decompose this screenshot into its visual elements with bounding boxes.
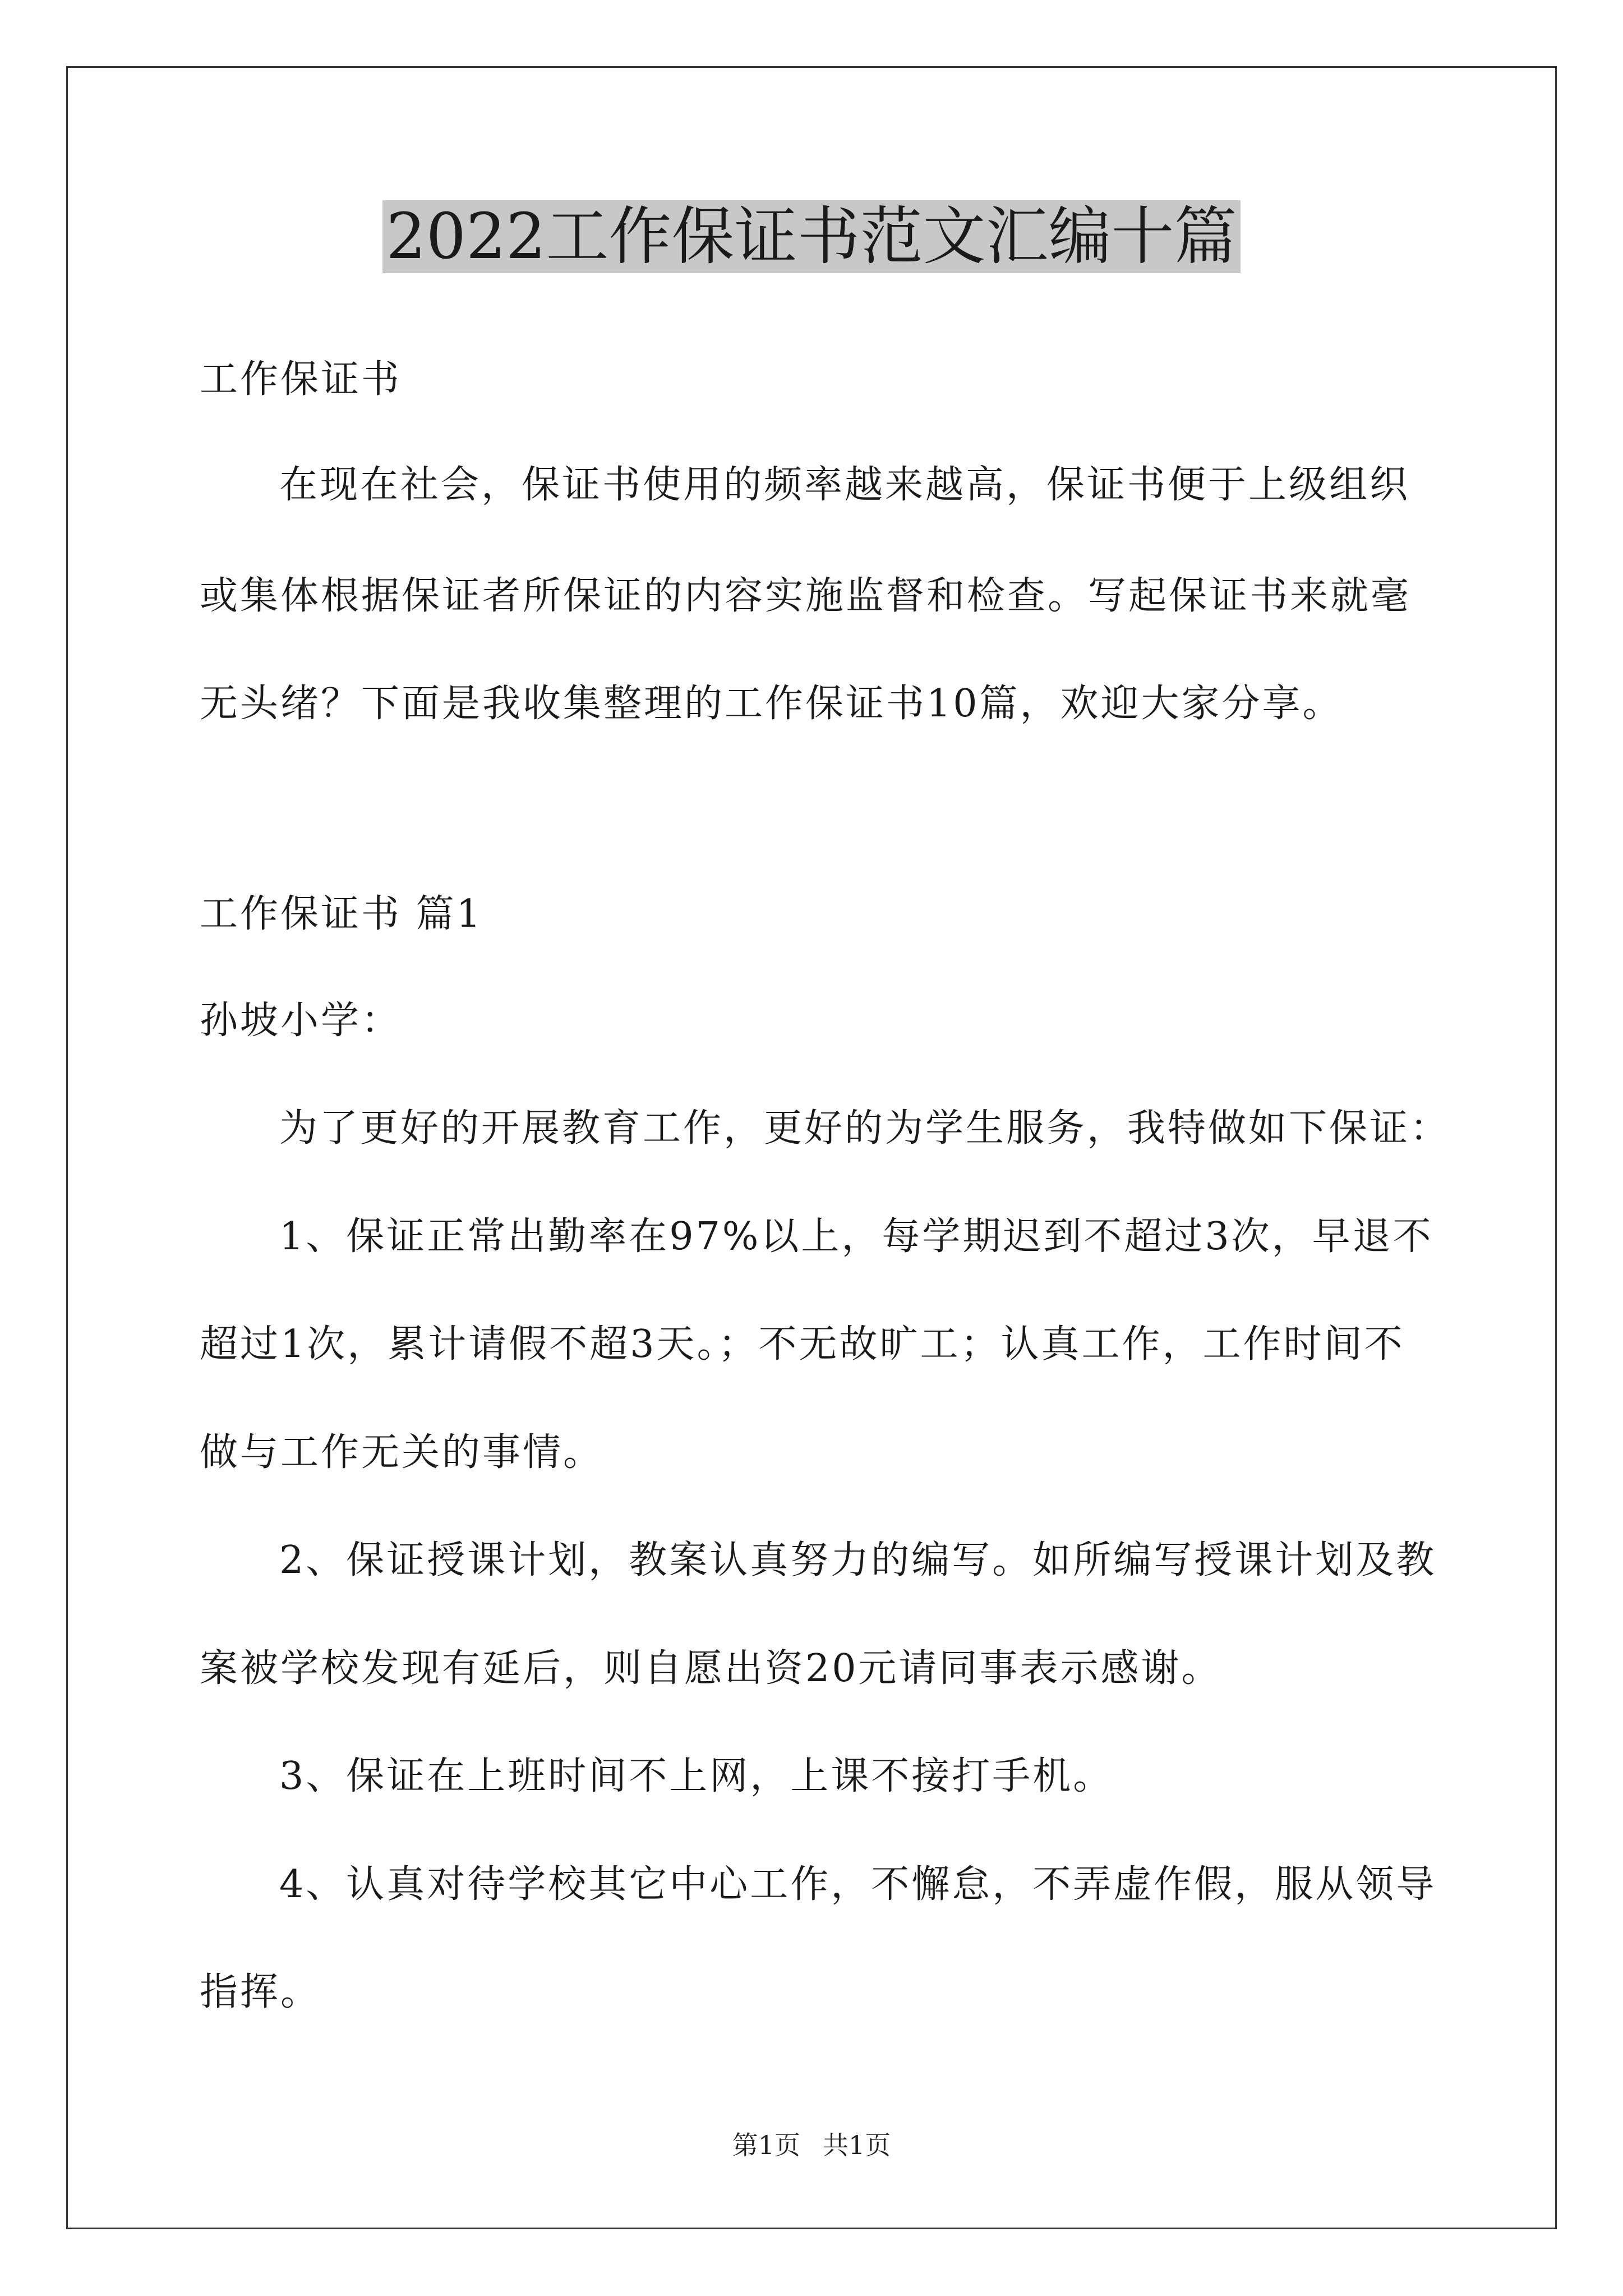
page-footer <box>0 2128 1623 2162</box>
page-number-current: 第1页 <box>732 2130 800 2160</box>
item-4-line-1: 4、认真对待学校其它中心工作，不懈怠，不弄虚作假，服从领导 <box>279 1862 1437 1907</box>
page-number-total: 共1页 <box>823 2130 891 2160</box>
section-heading: 工作保证书 <box>200 357 402 402</box>
body-line-1: 为了更好的开展教育工作，更好的为学生服务，我特做如下保证： <box>279 1106 1451 1151</box>
document-title-text: 2022工作保证书范文汇编十篇 <box>382 200 1240 273</box>
intro-line-1: 在现在社会，保证书使用的频率越来越高，保证书便于上级组织 <box>279 463 1410 507</box>
item-1-line-2: 超过1次，累计请假不超3天。；不无故旷工；认真工作，工作时间不 <box>200 1322 1405 1366</box>
intro-line-2: 或集体根据保证者所保证的内容实施监督和检查。写起保证书来就毫 <box>200 574 1412 618</box>
item-2-line-2: 案被学校发现有延后，则自愿出资20元请同事表示感谢。 <box>200 1646 1222 1691</box>
salutation: 孙坡小学： <box>200 999 402 1043</box>
essay-heading: 工作保证书 篇1 <box>200 892 483 936</box>
item-4-line-2: 指挥。 <box>200 1970 321 2014</box>
item-1-line-1: 1、保证正常出勤率在97%以上，每学期迟到不超过3次，早退不 <box>279 1214 1433 1259</box>
item-2-line-1: 2、保证授课计划，教案认真努力的编写。如所编写授课计划及教 <box>279 1538 1437 1582</box>
item-1-line-3: 做与工作无关的事情。 <box>200 1430 604 1475</box>
item-3-line-1: 3、保证在上班时间不上网，上课不接打手机。 <box>279 1754 1114 1798</box>
intro-line-3: 无头绪？下面是我收集整理的工作保证书10篇，欢迎大家分享。 <box>200 682 1343 726</box>
document-title <box>0 197 1623 276</box>
